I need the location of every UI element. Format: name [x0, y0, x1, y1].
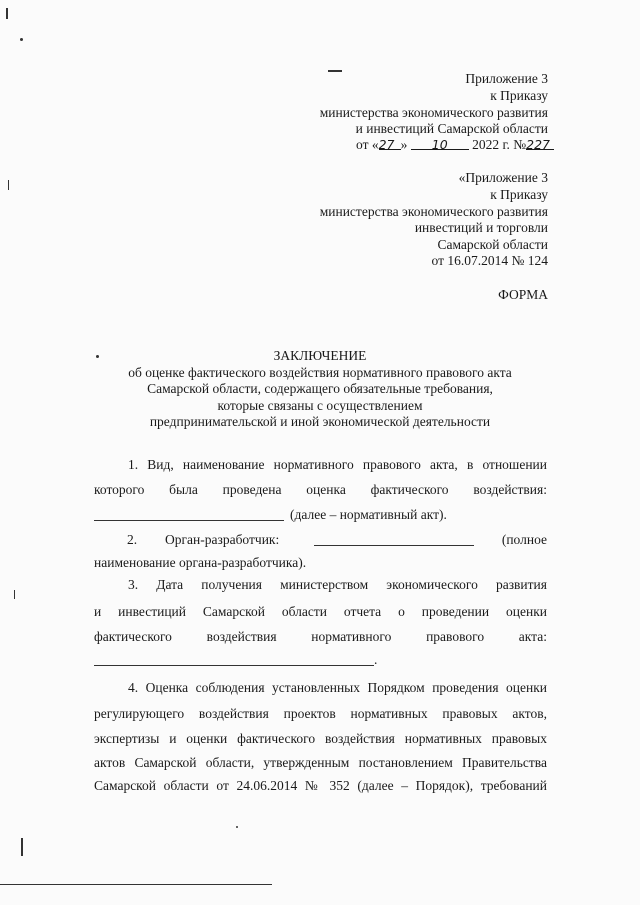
appendix-old-line6: от 16.07.2014 № 124: [431, 253, 548, 268]
appendix-old-line3: министерства экономического развития: [319, 204, 548, 219]
p2-tail: (полное: [501, 532, 547, 547]
title-sub4: предпринимательской и иной экономической деятельности: [149, 414, 491, 429]
p1-blank-underline: [94, 520, 284, 521]
p3-line4: .: [374, 652, 378, 667]
p4-line1: 4. Оценка соблюдения установленных Порядком проведения оценки: [128, 680, 547, 695]
p2-number: 2.: [127, 532, 138, 547]
p3-blank-underline: [94, 665, 374, 666]
p2-blank-underline: [314, 545, 474, 546]
appendix-old-line2: к Приказу: [490, 187, 548, 202]
scan-mark: [6, 8, 8, 19]
scan-mark: [20, 38, 23, 41]
scan-mark: [14, 590, 15, 599]
date-day-field: [379, 137, 401, 150]
title-sub2: Самарской области, содержащего обязательные требования,: [147, 381, 493, 396]
appendix-new-date: [356, 137, 554, 153]
p4-line4: актов Самарской области, утвержденным постановлением Правительства: [94, 755, 547, 770]
p3-line1: 3. Дата получения министерством экономического развития: [128, 577, 547, 592]
p4-line2: регулирующего воздействия проектов нормативных правовых актов,: [94, 706, 547, 721]
date-number: 227: [526, 137, 550, 152]
p4-line3: экспертизы и оценки фактического воздействия нормативных правовых: [94, 731, 547, 746]
title-sub3: которые связаны с осуществлением: [217, 398, 423, 413]
p3-line2: и инвестиций Самарской области отчета о проведении оценки: [94, 604, 547, 619]
appendix-new-line4: и инвестиций Самарской области: [355, 121, 548, 136]
appendix-new-line2: к Приказу: [490, 88, 548, 103]
appendix-new-line1: Приложение 3: [465, 71, 548, 86]
scan-mark: [8, 180, 9, 190]
scan-mark: [236, 826, 238, 828]
date-year: 2022 г. №: [472, 137, 527, 152]
appendix-old-line4: инвестиций и торговли: [414, 220, 548, 235]
form-label: ФОРМА: [498, 287, 548, 302]
p3-line3: фактического воздействия нормативного правового акта:: [94, 629, 547, 644]
appendix-old-line1: «Приложение 3: [458, 170, 548, 185]
title-heading: ЗАКЛЮЧЕНИЕ: [273, 348, 367, 363]
date-mid: »: [400, 137, 408, 152]
p4-line5: Самарской области от 24.06.2014 № 352 (далее – Порядок), требований: [94, 778, 547, 793]
p2-label: Орган-разработчик:: [165, 532, 280, 547]
date-month: 10: [431, 137, 448, 152]
scan-mark: [21, 838, 23, 856]
date-number-field: [526, 137, 554, 150]
scan-mark: [328, 70, 342, 72]
appendix-old-line5: Самарской области: [437, 237, 548, 252]
date-prefix: от «: [356, 137, 379, 152]
p2-line2: наименование органа-разработчика).: [94, 555, 307, 570]
p1-line1: 1. Вид, наименование нормативного правового акта, в отношении: [128, 457, 547, 472]
p1-line2: которого была проведена оценка фактического воздействия:: [94, 482, 547, 497]
p1-line3: (далее – нормативный акт).: [290, 507, 447, 522]
appendix-new-line3: министерства экономического развития: [319, 105, 548, 120]
date-day: 27: [378, 137, 395, 152]
date-month-field: [411, 137, 469, 150]
title-sub1: об оценке фактического воздействия нормативного правового акта: [128, 365, 512, 380]
scan-mark: [0, 884, 272, 885]
